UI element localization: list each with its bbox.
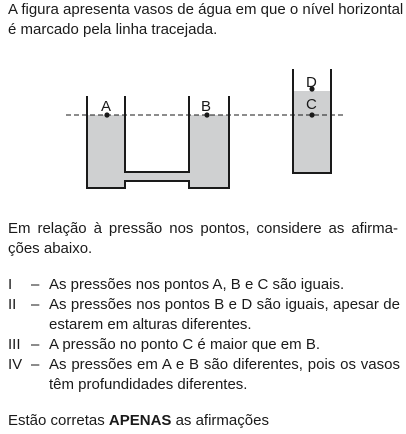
closing-prefix: Estão corretas (8, 412, 109, 429)
left-vessel-inner-walls (125, 96, 189, 172)
closing-line (8, 411, 269, 430)
statement-dash: – (31, 336, 40, 353)
statement-text: As pressões em A e B são diferentes, pois os vasos (49, 356, 400, 373)
closing-suffix: as afirmações (171, 412, 269, 429)
label-c: C (306, 96, 317, 113)
statement-dash: – (31, 356, 40, 373)
statement-number: IV (8, 356, 23, 373)
statement-text: As pressões nos pontos A, B e C são iguais. (49, 276, 345, 293)
statement-text-continuation: estarem em alturas diferentes. (49, 316, 252, 333)
question-line-2: ções abaixo. (8, 240, 93, 257)
closing-emphasis: APENAS (108, 412, 172, 429)
statement-number: III (8, 336, 21, 353)
statement-dash: – (31, 276, 40, 293)
water-left-vessel (87, 115, 229, 188)
point-c (309, 112, 314, 117)
statement-text: As pressões nos pontos B e D são iguais, apesar de (49, 296, 400, 313)
label-d: D (306, 74, 317, 91)
statement-number: I (8, 276, 13, 293)
label-a: A (101, 98, 112, 115)
statement-text: A pressão no ponto C é maior que em B. (49, 336, 320, 353)
statement-dash: – (31, 296, 40, 313)
statement-number: II (8, 296, 17, 313)
statement-text-continuation: têm profundidades diferentes. (49, 376, 248, 393)
intro-line-1: A figura apresenta vasos de água em que o nível horizontal (8, 1, 404, 18)
intro-line-2: é marcado pela linha tracejada. (8, 21, 218, 38)
question-line-1: Em relação à pressão nos pontos, considere as afirma- (8, 220, 398, 237)
label-b: B (201, 98, 212, 115)
